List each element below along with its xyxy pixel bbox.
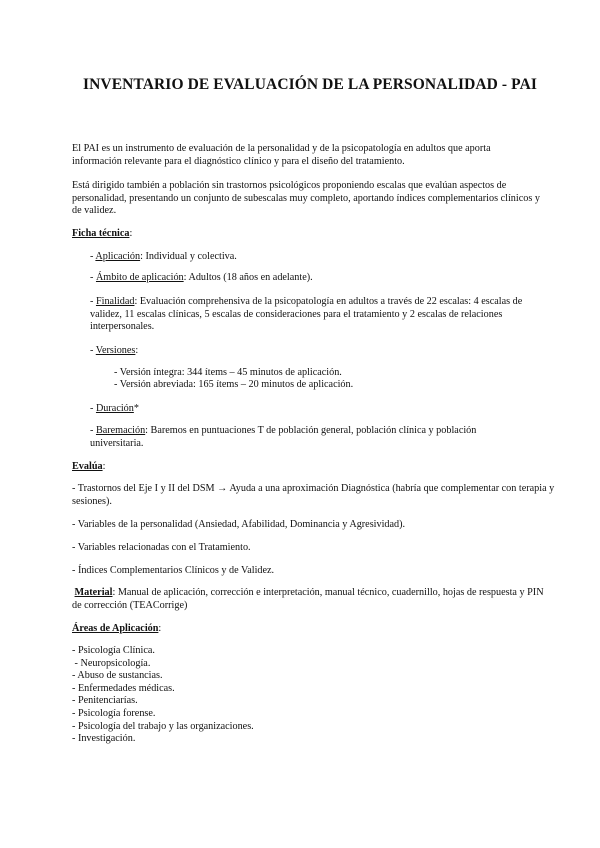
ficha-item-finalidad <box>90 296 556 334</box>
areas-list <box>72 645 472 746</box>
evalua-item-dsm: - Trastornos del Eje I y II del DSM → Ayuda a una aproximación Diagnóstica (habría que complementar con terapia y sesiones). <box>72 483 555 507</box>
intro-paragraph-1: El PAI es un instrumento de evaluación de la personalidad y de la psicopatología en adultos que aporta información relevante para el diagnóstico clínico y para el diseño del tratamiento. <box>72 143 491 167</box>
evalua-item-tratamiento: - Variables relacionadas con el Tratamiento. <box>72 542 251 553</box>
ficha-item-label: Duración <box>95 403 134 414</box>
version-integra: - Versión íntegra: 344 ítems – 45 minutos de aplicación. <box>114 367 342 378</box>
ficha-item-prefix: - <box>90 425 96 436</box>
list-item: - Psicología forense. <box>72 707 156 719</box>
ficha-item-duracion <box>90 403 550 416</box>
ficha-item-ambito <box>90 272 550 285</box>
version-abreviada: - Versión abreviada: 165 ítems – 20 minutos de aplicación. <box>114 379 354 390</box>
ficha-item-baremacion <box>90 425 530 450</box>
ficha-item-label: Finalidad <box>95 296 135 307</box>
ficha-item-label: Baremación <box>95 425 146 436</box>
ficha-heading <box>72 228 132 241</box>
areas-heading-colon: : <box>158 623 162 634</box>
list-item: - Neuropsicología. <box>72 657 151 669</box>
ficha-item-prefix: - <box>90 251 96 262</box>
ficha-item-text: : Baremos en puntuaciones T de población general, población clínica y población universitaria. <box>90 425 477 449</box>
intro-paragraph-2: Está dirigido también a población sin trastornos psicológicos proponiendo escalas que evalúan aspectos de personalidad, presentando un conjunto de subescalas muy completo, aportando índices complementarios clínicos y de validez. <box>72 180 540 217</box>
areas-heading <box>72 623 161 636</box>
ficha-item-text: : Evaluación comprehensiva de la psicopatología en adultos a través de 22 escalas: 4 escalas de validez, 11 escalas clínicas, 5 escalas de consideraciones para el tratamiento y 2 escalas de relaciones interpersonales. <box>90 296 523 333</box>
ficha-item-prefix: - <box>90 296 96 307</box>
list-item: - Psicología Clínica. <box>72 645 155 656</box>
evalua-heading-label: Evalúa <box>72 461 103 472</box>
ficha-item-text: : Individual y colectiva. <box>140 251 237 262</box>
ficha-item-prefix: - <box>90 272 96 283</box>
evalua-heading-colon: : <box>102 461 106 472</box>
material-paragraph <box>72 587 552 612</box>
ficha-item-label: Ámbito de aplicación <box>95 272 184 283</box>
ficha-item-prefix: - <box>90 403 96 414</box>
ficha-heading-label: Ficha técnica <box>72 228 130 239</box>
ficha-heading-colon: : <box>129 228 133 239</box>
list-item: - Enfermedades médicas. <box>72 682 175 694</box>
ficha-item-text: : <box>135 345 139 356</box>
ficha-item-versiones <box>90 345 550 358</box>
evalua-item-indices: - Índices Complementarios Clínicos y de Validez. <box>72 565 275 576</box>
list-item: - Penitenciarías. <box>72 695 138 707</box>
list-item: - Psicología del trabajo y las organizaciones. <box>72 720 254 732</box>
ficha-item-text: : Adultos (18 años en adelante). <box>183 272 313 283</box>
material-text: : Manual de aplicación, corrección e interpretación, manual técnico, cuadernillo, hojas de respuesta y PIN de corrección (TEACorrige) <box>72 587 544 611</box>
ficha-item-text: * <box>133 403 139 414</box>
list-item: - Abuso de sustancias. <box>72 670 163 682</box>
areas-heading-label: Áreas de Aplicación <box>72 623 159 634</box>
evalua-heading <box>72 461 105 474</box>
ficha-item-prefix: - <box>90 345 96 356</box>
list-item: - Investigación. <box>72 733 136 745</box>
page-title: INVENTARIO DE EVALUACIÓN DE LA PERSONALIDAD - PAI <box>82 76 538 93</box>
ficha-item-label: Versiones <box>95 345 136 356</box>
evalua-item-personalidad: - Variables de la personalidad (Ansiedad, Afabilidad, Dominancia y Agresividad). <box>72 519 406 530</box>
ficha-item-aplicacion <box>90 251 550 264</box>
material-label: Material <box>74 587 113 598</box>
ficha-item-label: Aplicación <box>95 251 141 262</box>
